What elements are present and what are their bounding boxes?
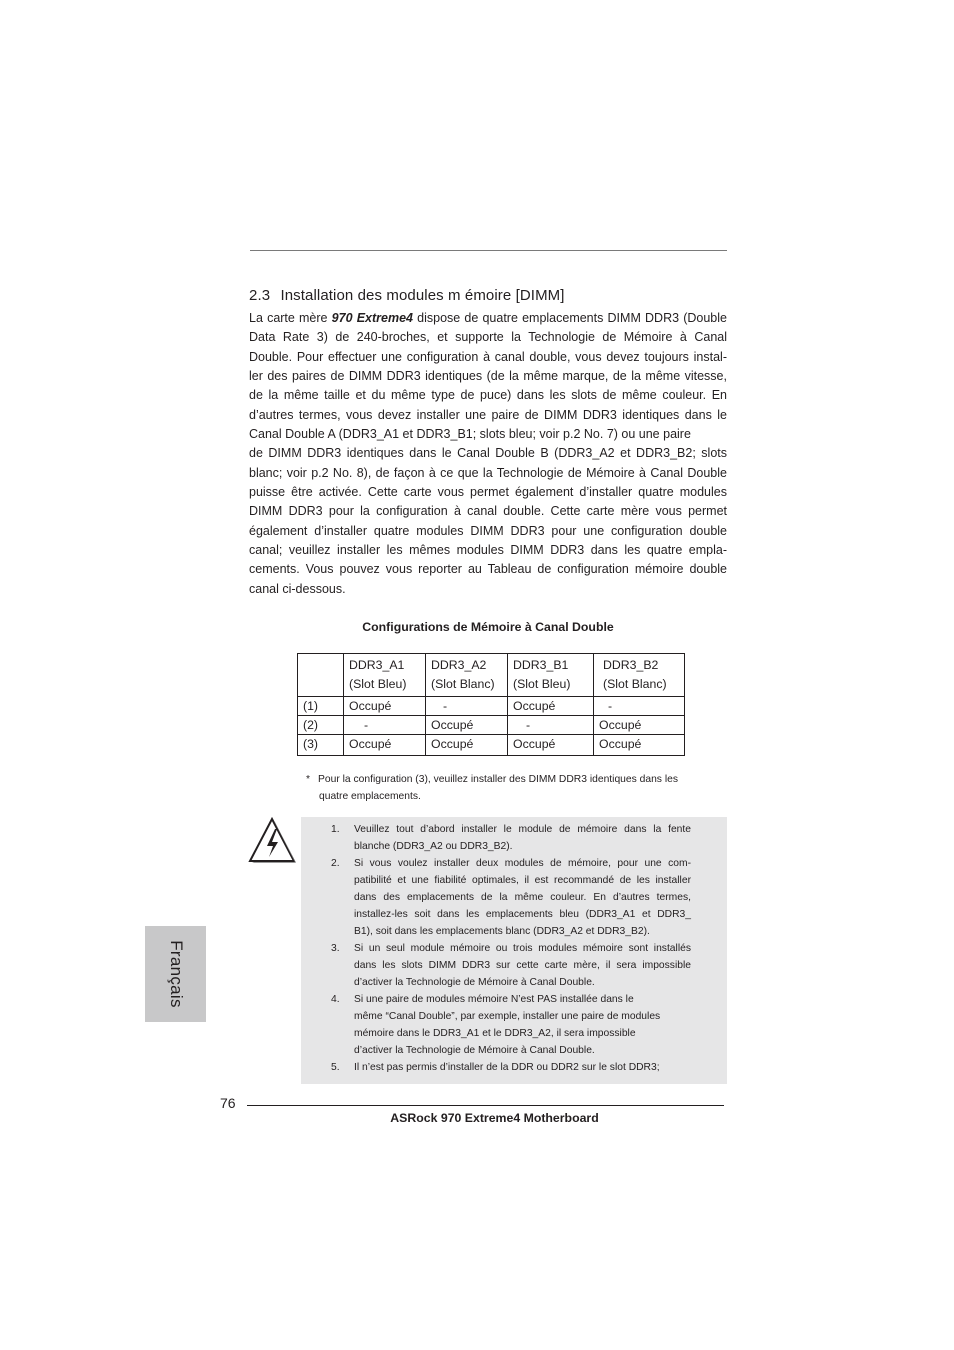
body-line: Data Rate 3) de 240-broches, et supporte la Technologie de Mémoire à Canal	[249, 330, 727, 345]
item-line: Veuillez tout d’abord installer le module de mémoire dans la fente	[354, 824, 691, 835]
table-header-cell	[344, 654, 426, 697]
list-item	[331, 1059, 691, 1076]
item-text	[354, 821, 691, 855]
item-line: même “Canal Double”, par exemple, installer une paire de modules	[354, 1011, 661, 1022]
slot-name: DDR3_A2	[431, 658, 487, 672]
table-cell: -	[426, 697, 508, 716]
item-text	[354, 991, 691, 1059]
section-number: 2.3	[249, 287, 271, 304]
section-title	[249, 287, 565, 304]
table-cell: Occupé	[594, 716, 685, 735]
slot-color: (Slot Bleu)	[513, 677, 571, 691]
item-number: 5.	[331, 1062, 340, 1073]
slot-name: DDR3_A1	[349, 658, 405, 672]
slot-color: (Slot Bleu)	[349, 677, 407, 691]
language-label: Français	[166, 940, 186, 1008]
item-line: mémoire dans le DDR3_A1 et le DDR3_A2, il sera impossible	[354, 1028, 636, 1039]
footnote	[306, 771, 726, 805]
table-row	[298, 735, 685, 756]
body-line: d’autres termes, vous devez installer une paire de DIMM DDR3 identiques dans le	[249, 407, 727, 422]
body-line: ler des paires de DIMM DDR3 identiques (de la même marque, de la même vitesse,	[249, 369, 727, 384]
body-line	[249, 309, 727, 328]
footnote-marker: *	[306, 774, 311, 785]
warning-list	[331, 821, 691, 1076]
table-cell: Occupé	[594, 735, 685, 756]
table-header-row	[298, 654, 685, 697]
row-label: (2)	[298, 716, 344, 735]
table-header-cell	[594, 654, 685, 697]
body-line: DIMM DDR3 pour la configuration à canal double. Cette carte mère vous permet	[249, 504, 727, 519]
section-heading: Installation des modules m émoire [DIMM]	[280, 287, 565, 304]
item-line: B1), soit dans les emplacements blanc (DDR3_A2 et DDR3_B2).	[354, 926, 650, 937]
table-cell: Occupé	[508, 735, 594, 756]
table-cell: Occupé	[344, 697, 426, 716]
body-line: également d’installer quatre modules DIMM DDR3 pour une configuration double	[249, 523, 727, 538]
list-item	[331, 821, 691, 855]
body-line: canal ci-dessous.	[249, 581, 346, 596]
footnote-line	[306, 771, 726, 788]
body-line: canal; veuillez installer les mêmes modules DIMM DDR3 dans les quatre empla-	[249, 543, 727, 558]
item-text	[354, 940, 691, 991]
slot-name: DDR3_B1	[513, 658, 569, 672]
footer-text: ASRock 970 Extreme4 Motherboard	[390, 1111, 599, 1125]
item-text	[354, 1059, 691, 1076]
item-line: Il n’est pas permis d’installer de la DDR ou DDR2 sur le slot DDR3;	[354, 1062, 660, 1073]
slot-name: DDR3_B2	[603, 658, 659, 672]
table-row	[298, 716, 685, 735]
table-header-cell	[426, 654, 508, 697]
item-line: blanche (DDR3_A2 ou DDR3_B2).	[354, 841, 513, 852]
footnote-text: Pour la configuration (3), veuillez installer des DIMM DDR3 identiques dans les	[318, 774, 678, 785]
intro-text: La carte mère	[249, 311, 332, 325]
item-line: dans des emplacements de la même couleur. En d’autres termes,	[354, 892, 691, 903]
item-line: Si vous voulez installer deux modules de mémoire, pour une com-	[354, 858, 691, 869]
list-item	[331, 940, 691, 991]
item-number: 3.	[331, 943, 340, 954]
table-title: Configurations de Mémoire à Canal Double	[362, 620, 614, 634]
bottom-rule	[247, 1105, 724, 1106]
table-cell: -	[344, 716, 426, 735]
item-number: 2.	[331, 858, 340, 869]
table-cell: -	[594, 697, 685, 716]
body-line: cements. Vous pouvez vous reporter au Tableau de configuration mémoire double	[249, 562, 727, 577]
body-line: de DIMM DDR3 identiques dans le Canal Double B (DDR3_A2 et DDR3_B2; slots	[249, 446, 727, 461]
table-cell: Occupé	[508, 697, 594, 716]
memory-config-table	[297, 653, 685, 756]
body-paragraph	[249, 309, 727, 599]
item-line: Si une paire de modules mémoire N’est PAS installée dans le	[354, 994, 634, 1005]
table-cell: Occupé	[426, 716, 508, 735]
item-line: dans les slots DIMM DDR3 sur cette carte mère, il sera impossible	[354, 960, 691, 971]
model-name: 970 Extreme4	[331, 311, 413, 325]
language-side-tab	[145, 926, 206, 1022]
body-line: puisse être activée. Cette carte vous permet également d’installer quatre modules	[249, 485, 727, 500]
slot-color: (Slot Blanc)	[431, 677, 495, 691]
item-line: d’activer la Technologie de Mémoire à Canal Double.	[354, 1045, 595, 1056]
item-number: 1.	[331, 824, 340, 835]
item-number: 4.	[331, 994, 340, 1005]
item-line: d’activer la Technologie de Mémoire à Canal Double.	[354, 977, 595, 988]
warning-lightning-icon	[248, 817, 296, 865]
footnote-line: quatre emplacements.	[319, 791, 421, 802]
item-line: installez-les soit dans les emplacements bleu (DDR3_A1 et DDR3_	[354, 909, 691, 920]
list-item	[331, 855, 691, 940]
top-rule	[250, 250, 727, 251]
table-cell: Occupé	[344, 735, 426, 756]
row-label: (3)	[298, 735, 344, 756]
table-row	[298, 697, 685, 716]
intro-text-after: dispose de quatre emplacements DIMM DDR3 (Double	[412, 311, 727, 325]
table-cell: -	[508, 716, 594, 735]
body-line: Double. Pour effectuer une configuration à canal double, vous devez toujours instal-	[249, 349, 727, 364]
body-line: Canal Double A (DDR3_A1 et DDR3_B1; slots bleu; voir p.2 No. 7) ou une paire	[249, 427, 691, 442]
body-line: de la même taille et du même type de puce) dans les slots de même couleur. En	[249, 388, 727, 403]
page-number: 76	[220, 1095, 236, 1111]
row-label: (1)	[298, 697, 344, 716]
table-corner-cell	[298, 654, 344, 697]
slot-color: (Slot Blanc)	[603, 677, 667, 691]
body-line: blanc; voir p.2 No. 8), de façon à ce que la Technologie de Mémoire à Canal Double	[249, 465, 727, 480]
item-line: patibilité et une fiabilité optimales, il est recommandé de les installer	[354, 875, 691, 886]
table-header-cell	[508, 654, 594, 697]
item-line: Si un seul module mémoire ou trois modules mémoire sont installés	[354, 943, 691, 954]
table-cell: Occupé	[426, 735, 508, 756]
item-text	[354, 855, 691, 940]
list-item	[331, 991, 691, 1059]
